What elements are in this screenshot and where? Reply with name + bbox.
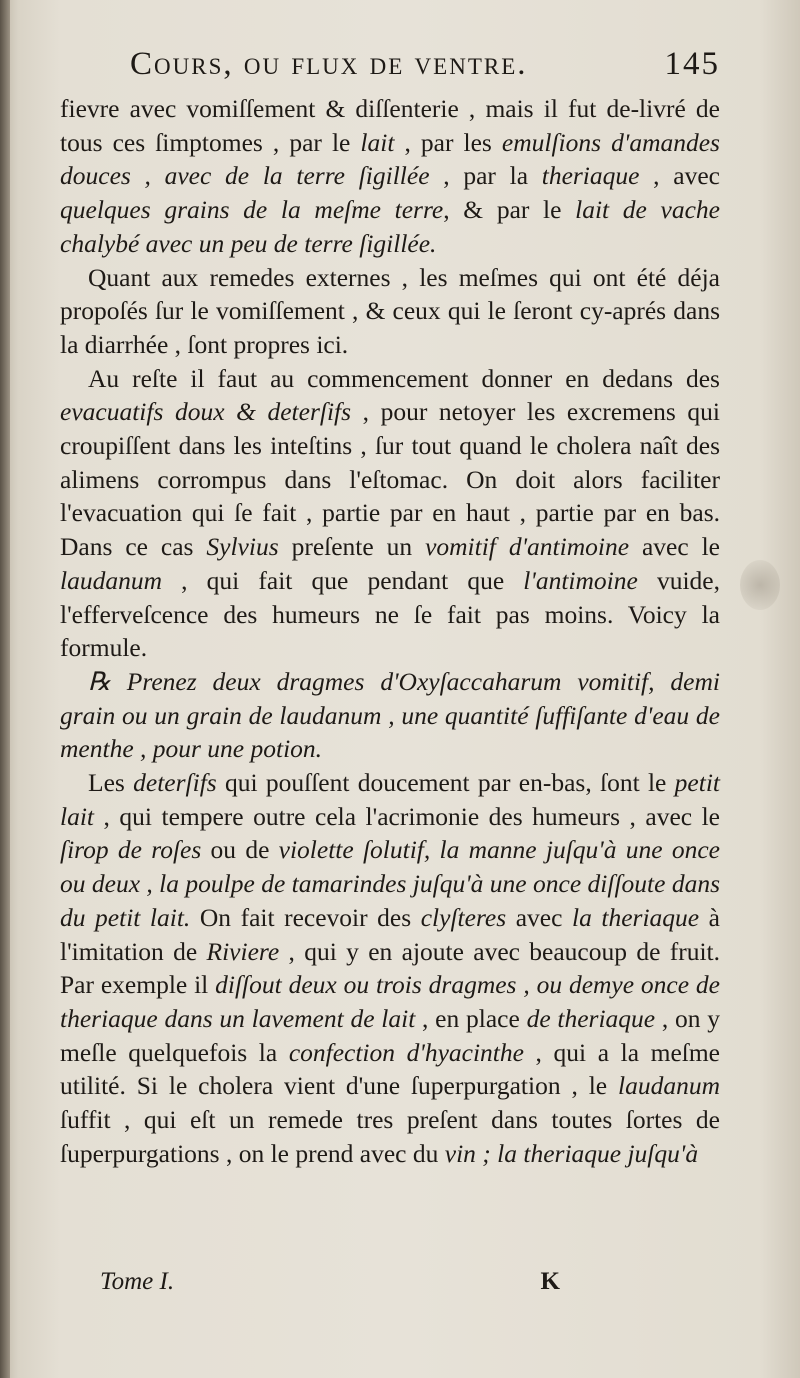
italic-run: petit lait bbox=[60, 768, 720, 831]
italic-run: l'antimoine bbox=[523, 565, 638, 595]
italic-run: clyſteres bbox=[420, 902, 507, 932]
text-run: avec bbox=[506, 902, 572, 932]
text-run: Les bbox=[88, 768, 134, 798]
text-run: , par les bbox=[394, 127, 502, 157]
italic-run: ſirop de roſes bbox=[60, 835, 202, 865]
text-run: ſuffit , qui eſt un remede tres preſent dans toutes ſortes de ſuperpurgations , on le prend avec du bbox=[60, 1105, 720, 1168]
italic-run: violette ſolutif, la manne juſqu'à une once ou deux , la poulpe de tamarindes juſqu'à une once diſſoute dans du petit lait. bbox=[60, 835, 720, 932]
text-run: Au reſte il faut au commencement donner en dedans des bbox=[88, 363, 720, 393]
text-run: Quant aux remedes externes , les meſmes qui ont été déja propoſés ſur le vomiſſement , & ceux qui le ſeront cy-aprés dans la diarrhée , ſont propres ici. bbox=[60, 262, 720, 359]
italic-run: emulſions d'amandes douces , avec de la terre ſigillée bbox=[60, 127, 720, 191]
text-run: avec le bbox=[629, 532, 720, 562]
page-footer bbox=[100, 1268, 560, 1296]
paragraph-evacuatifs bbox=[60, 362, 720, 665]
italic-run: evacuatifs doux & deterſifs bbox=[60, 397, 352, 427]
text-run: , on y meſle quelquefois la bbox=[60, 1003, 721, 1067]
italic-run: quelques grains de la meſme terre bbox=[60, 195, 444, 225]
text-run: , par la bbox=[429, 161, 542, 191]
italic-run: lait bbox=[360, 127, 395, 157]
text-run: vuide, l'efferveſcence des humeurs ne ſe fait pas moins. Voicy la formule. bbox=[60, 565, 720, 663]
running-header bbox=[130, 46, 720, 83]
running-title: Cours, ou flux de ventre. bbox=[130, 46, 528, 82]
italic-run: vin ; la theriaque juſqu'à bbox=[444, 1138, 699, 1168]
page-number: 145 bbox=[664, 46, 720, 82]
paragraph-deterfifs bbox=[60, 766, 720, 1170]
italic-run: confection d'hyacinthe bbox=[288, 1037, 524, 1067]
text-run: ou de bbox=[201, 835, 279, 865]
text-run: à l'imitation de bbox=[60, 902, 720, 966]
italic-run: diſſout deux ou trois dragmes , ou demye once de theriaque dans un lavement de lait bbox=[60, 970, 720, 1033]
italic-run: theriaque bbox=[541, 161, 640, 191]
text-run: On fait recevoir des bbox=[190, 902, 421, 932]
text-run: fievre avec vomiſſement & diſſenterie , mais il fut de-livré de tous ces ſimptomes , par le bbox=[60, 94, 720, 157]
italic-run: vomitif d'antimoine bbox=[425, 532, 630, 562]
italic-run: Sylvius bbox=[206, 532, 279, 562]
italic-run: de theriaque bbox=[526, 1003, 656, 1033]
text-run: , qui fait que pendant que bbox=[162, 565, 524, 595]
paragraph-remedes-externes bbox=[60, 261, 720, 362]
text-run: , & par le bbox=[443, 195, 576, 225]
paragraph-recipe bbox=[60, 665, 720, 766]
italic-run: lait de vache chalybé avec un peu de terre ſigillée. bbox=[60, 195, 720, 258]
volume-label: Tome I. bbox=[100, 1268, 175, 1295]
text-run: , qui a la meſme utilité. Si le cholera vient d'une ſuperpurgation , le bbox=[60, 1037, 721, 1101]
text-run: , avec bbox=[639, 161, 720, 191]
text-run: , en place bbox=[415, 1003, 527, 1033]
body-text bbox=[60, 92, 720, 1171]
italic-run: deterſifs bbox=[133, 768, 217, 798]
italic-run: Riviere bbox=[206, 936, 280, 966]
binding-gutter bbox=[0, 0, 10, 1378]
text-run: qui pouſſent doucement par en-bas, ſont le bbox=[216, 768, 675, 798]
paper-stain bbox=[740, 560, 780, 610]
text-run: preſente un bbox=[278, 532, 426, 562]
italic-run: laudanum bbox=[60, 565, 162, 595]
paragraph-continuation bbox=[60, 92, 720, 261]
text-run: , pour netoyer les excremens qui croupiſſent dans les inteſtins , ſur tout quand le cholera naît des alimens corrompus dans l'eſtomac. On doit alors faciliter l'evacuation qui ſe fait , partie par en haut , partie par en bas. Dans ce cas bbox=[60, 397, 721, 562]
italic-run: laudanum bbox=[618, 1071, 720, 1101]
signature-mark: K bbox=[540, 1268, 560, 1295]
text-run: , qui y en ajoute avec beaucoup de fruit. Par exemple il bbox=[60, 936, 721, 1000]
italic-run: la theriaque bbox=[571, 902, 700, 932]
text-run: , qui tempere outre cela l'acrimonie des humeurs , avec le bbox=[94, 801, 720, 831]
italic-run: ℞ Prenez deux dragmes d'Oxyſaccaharum vomitif, demi grain ou un grain de laudanum , une quantité ſuffiſante d'eau de menthe , pour une potion. bbox=[60, 666, 720, 764]
